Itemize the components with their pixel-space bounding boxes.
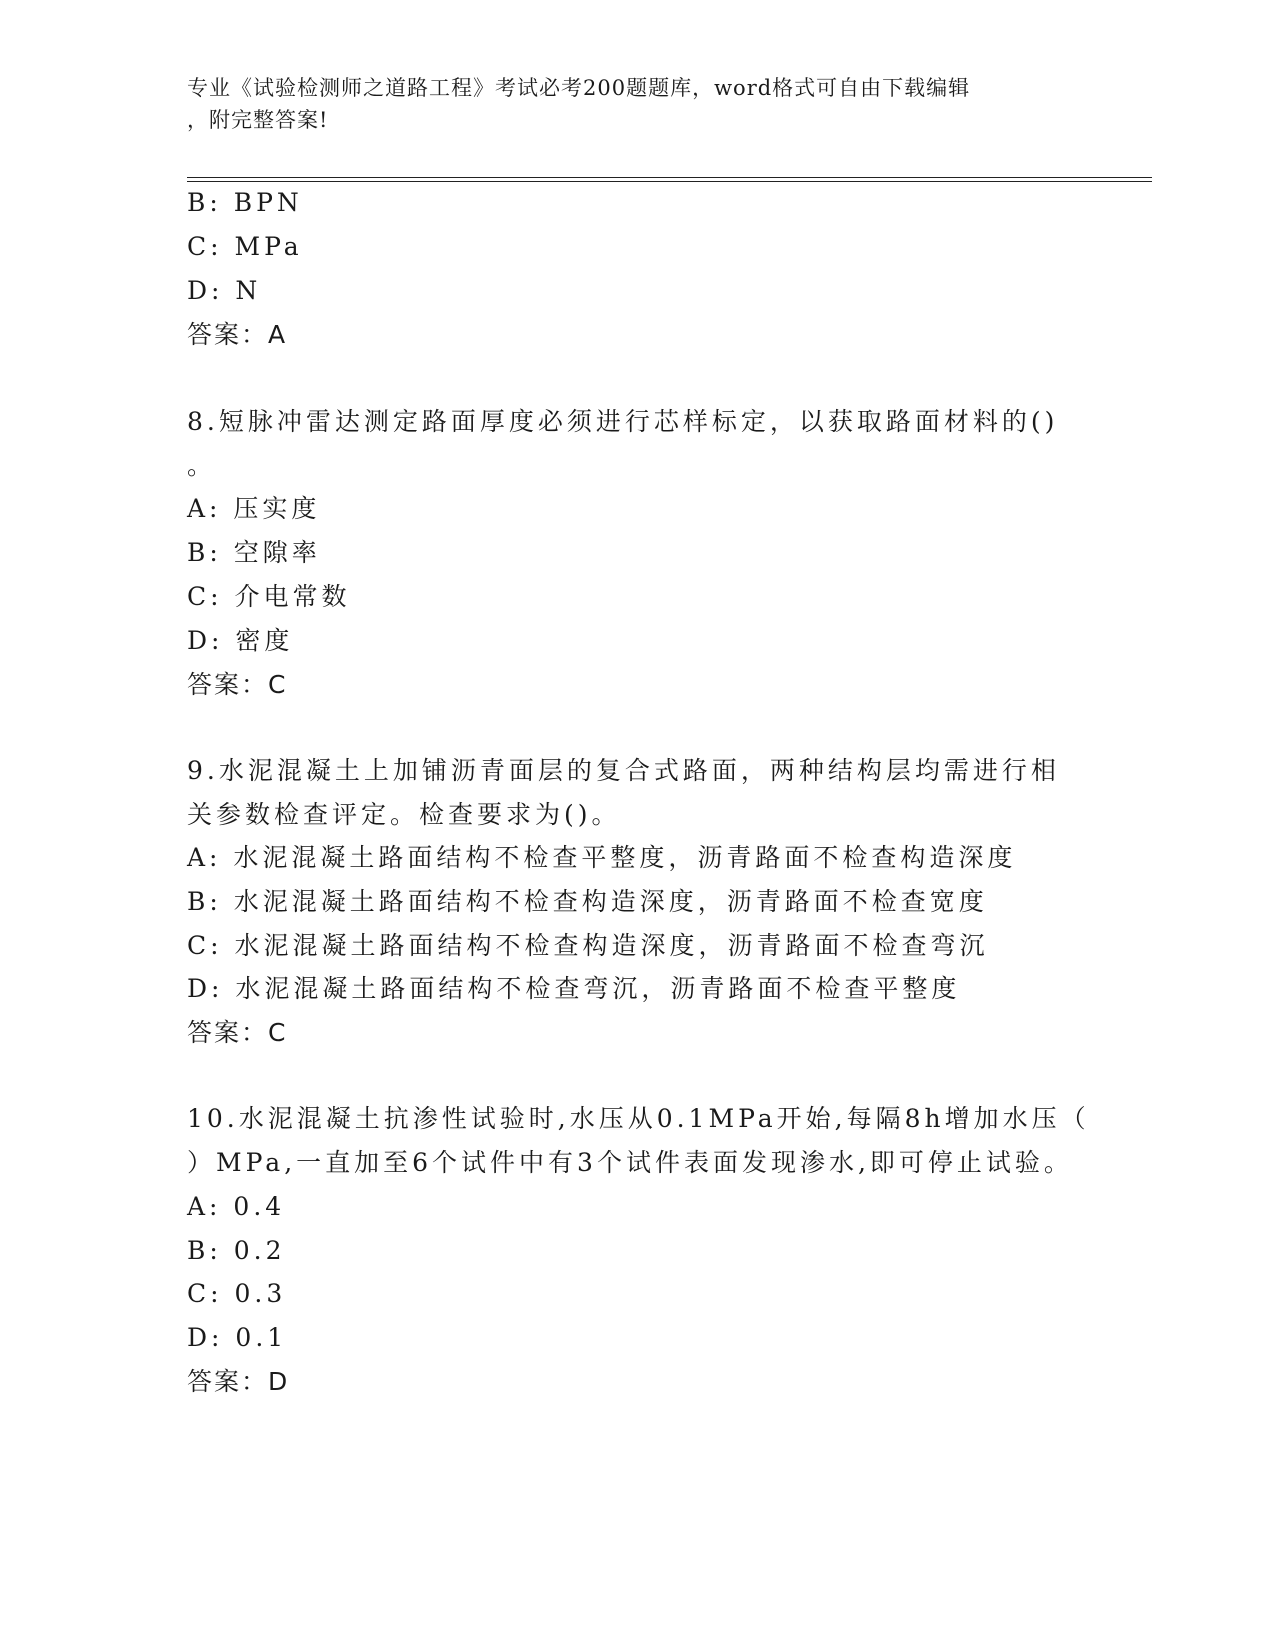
q9-option-d: D: 水泥混凝土路面结构不检查弯沉，沥青路面不检查平整度 xyxy=(187,974,961,1003)
prev-answer: 答案：A xyxy=(187,320,288,349)
q8-stem-line2: 。 xyxy=(187,451,217,480)
prev-option-c: C: MPa xyxy=(187,232,303,261)
prev-option-d: D: N xyxy=(187,276,262,305)
q9-stem-line1: 9.水泥混凝土上加铺沥青面层的复合式路面，两种结构层均需进行相 xyxy=(187,756,1060,785)
document-header xyxy=(187,72,1067,136)
q8-option-b: B: 空隙率 xyxy=(187,538,321,567)
q9-option-b: B: 水泥混凝土路面结构不检查构造深度，沥青路面不检查宽度 xyxy=(187,887,988,916)
prev-option-b: B: BPN xyxy=(187,188,303,217)
header-divider-top xyxy=(187,177,1152,178)
header-title-line2: ，附完整答案! xyxy=(187,108,329,132)
q10-option-d: D: 0.1 xyxy=(187,1323,288,1352)
q8-stem-line1: 8.短脉冲雷达测定路面厚度必须进行芯样标定，以获取路面材料的() xyxy=(187,407,1059,436)
q8-option-d: D: 密度 xyxy=(187,626,294,655)
q8-option-c: C: 介电常数 xyxy=(187,582,351,611)
q9-option-a: A: 水泥混凝土路面结构不检查平整度，沥青路面不检查构造深度 xyxy=(187,843,1017,872)
header-divider-bottom xyxy=(187,181,1152,182)
q9-stem-line2: 关参数检查评定。检查要求为()。 xyxy=(187,800,621,829)
q10-option-c: C: 0.3 xyxy=(187,1279,287,1308)
q10-option-a: A: 0.4 xyxy=(187,1192,286,1221)
q10-answer: 答案：D xyxy=(187,1367,290,1396)
q8-answer: 答案：C xyxy=(187,670,288,699)
q9-answer: 答案：C xyxy=(187,1018,288,1047)
q8-option-a: A: 压实度 xyxy=(187,494,321,523)
q10-stem-line2: ）MPa,一直加至6个试件中有3个试件表面发现渗水,即可停止试验。 xyxy=(187,1148,1073,1177)
header-title-line1: 专业《试验检测师之道路工程》考试必考200题题库，word格式可自由下载编辑 xyxy=(187,76,971,100)
q10-option-b: B: 0.2 xyxy=(187,1236,286,1265)
q9-option-c: C: 水泥混凝土路面结构不检查构造深度，沥青路面不检查弯沉 xyxy=(187,931,989,960)
q10-stem-line1: 10.水泥混凝土抗渗性试验时,水压从0.1MPa开始,每隔8h增加水压（ xyxy=(187,1104,1090,1133)
